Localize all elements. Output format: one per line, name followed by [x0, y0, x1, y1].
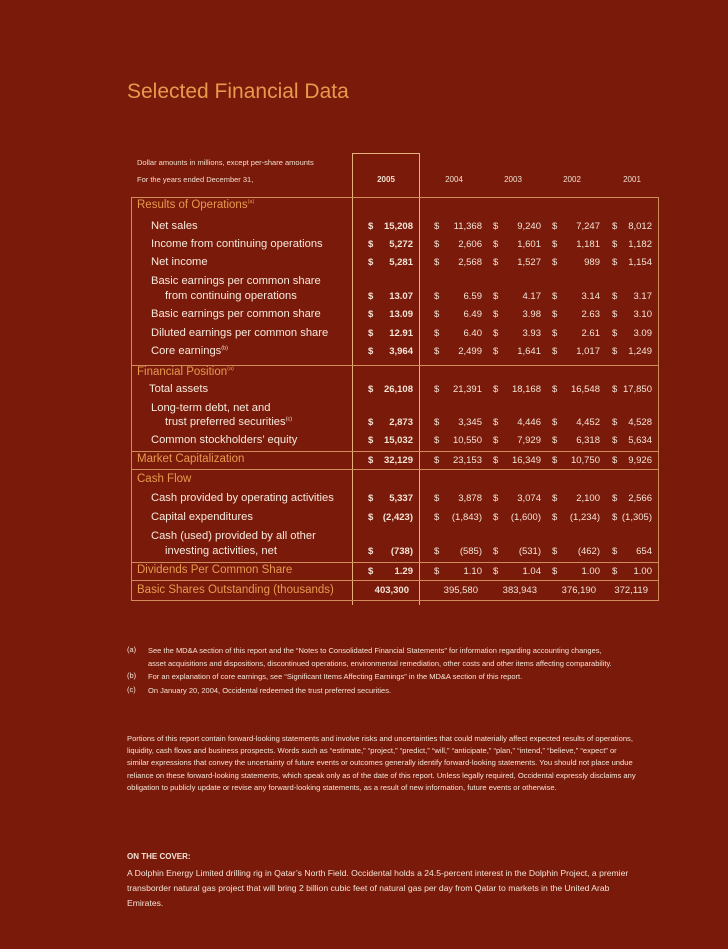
dollar-sign: $ [612, 512, 618, 523]
dollar-sign: $ [552, 546, 558, 557]
cell-value: 2,100 [576, 493, 600, 504]
cell-value: 4,528 [628, 417, 652, 428]
cell-net-income-2003 [493, 257, 541, 271]
dollar-sign: $ [552, 417, 558, 428]
cell-core-earnings-2005 [368, 346, 413, 360]
cell-value: 13.07 [389, 291, 413, 302]
row-label-cash-ops: Cash provided by operating activities [151, 492, 334, 504]
cell-basic-eps-cont-2002 [552, 291, 600, 305]
cell-value: 1.04 [522, 566, 541, 577]
cover-description: A Dolphin Energy Limited drilling rig in Qatar’s North Field. Occidental holds a 24.5-percent interest in the Dolphin Project, a premier transborder natural gas project that will bring 2 billion cubic feet of natural gas per day from Qatar to markets in the United Arab Emirates. [127, 868, 629, 908]
row-label-core-earnings: Core earnings$^{(b)}$ [151, 345, 229, 357]
cell-net-sales-2004 [434, 221, 482, 235]
dollar-sign: $ [368, 328, 374, 339]
dollar-sign: $ [434, 455, 440, 466]
row-label-cash-inv-1: Cash (used) provided by all other [151, 530, 316, 542]
cell-equity-2001 [612, 435, 652, 449]
dollar-sign: $ [552, 346, 558, 357]
cell-value: 13.09 [389, 309, 413, 320]
col-2002: 2002 [563, 175, 581, 184]
dollar-sign: $ [368, 512, 374, 523]
cell-value: 10,750 [570, 455, 600, 466]
row-label-cash-inv-2: investing activities, net [165, 545, 277, 557]
cell-value: 18,168 [511, 384, 541, 395]
cell-value: 5,634 [628, 435, 652, 446]
cell-net-sales-2001 [612, 221, 652, 235]
dollar-sign: $ [612, 346, 618, 357]
section-shares: Basic Shares Outstanding (thousands) [137, 584, 334, 596]
dollar-sign: $ [434, 291, 440, 302]
dollar-sign: $ [552, 328, 558, 339]
cell-cash-ops-2005 [368, 493, 413, 507]
cell-value: 1,154 [628, 257, 652, 268]
cell-diluted-eps-2005 [368, 328, 413, 342]
cell-value: 2,499 [458, 346, 482, 357]
cell-income-cont-2002 [552, 239, 600, 253]
dollar-sign: $ [434, 435, 440, 446]
dollar-sign: $ [612, 221, 618, 232]
cell-value: 2,873 [389, 417, 413, 428]
cell-value: 2.63 [581, 309, 600, 320]
dollar-sign: $ [368, 455, 374, 466]
cell-value: 23,153 [452, 455, 482, 466]
dollar-sign: $ [612, 291, 618, 302]
cell-capex-2002 [552, 512, 600, 526]
cell-value: 654 [636, 546, 652, 557]
cell-value: 10,550 [452, 435, 482, 446]
cell-shares-2001 [612, 585, 652, 599]
cell-value: 3.17 [633, 291, 652, 302]
dollar-sign: $ [493, 566, 499, 577]
row-label-diluted-eps: Diluted earnings per common share [151, 327, 329, 339]
dollar-sign: $ [368, 291, 374, 302]
cell-cash-inv-2002 [552, 546, 600, 560]
dollar-sign: $ [552, 512, 558, 523]
dollar-sign: $ [493, 309, 499, 320]
cell-ltd-2002 [552, 417, 600, 431]
units-note: Dollar amounts in millions, except per-share amounts [137, 158, 314, 167]
cell-value: 7,247 [576, 221, 600, 232]
cell-income-cont-2004 [434, 239, 482, 253]
dollar-sign: $ [434, 346, 440, 357]
dollar-sign: $ [552, 566, 558, 577]
cell-value: 15,208 [383, 221, 413, 232]
page-title: Selected Financial Data [127, 80, 349, 103]
cell-value: (462) [577, 546, 600, 557]
col-2004: 2004 [445, 175, 463, 184]
row-label-ltd-1: Long-term debt, net and [151, 402, 271, 414]
row-label-capex: Capital expenditures [151, 511, 253, 523]
cell-value: 3.98 [522, 309, 541, 320]
cell-value: (2,423) [382, 512, 413, 523]
dollar-sign: $ [552, 221, 558, 232]
cell-value: 3.09 [633, 328, 652, 339]
dollar-sign: $ [552, 309, 558, 320]
cell-value: 1.29 [394, 566, 413, 577]
dollar-sign: $ [612, 384, 618, 395]
cell-value: 5,272 [389, 239, 413, 250]
dollar-sign: $ [368, 384, 374, 395]
row-label-net-income: Net income [151, 256, 208, 268]
cell-value: 1.10 [463, 566, 482, 577]
cell-basic-eps-2001 [612, 309, 652, 323]
dollar-sign: $ [368, 309, 374, 320]
col-2005: 2005 [377, 175, 395, 184]
row-label-basic-eps: Basic earnings per common share [151, 308, 321, 320]
cell-shares-2004 [434, 585, 482, 599]
cell-value: (738) [390, 546, 413, 557]
dollar-sign: $ [434, 239, 440, 250]
cell-core-earnings-2001 [612, 346, 652, 360]
cell-value: 7,929 [517, 435, 541, 446]
dollar-sign: $ [493, 417, 499, 428]
cell-value: 9,926 [628, 455, 652, 466]
dollar-sign: $ [368, 257, 374, 268]
dollar-sign: $ [552, 455, 558, 466]
dollar-sign: $ [612, 239, 618, 250]
cell-total-assets-2003 [493, 384, 541, 398]
cell-value: 1.00 [633, 566, 652, 577]
dollar-sign: $ [434, 546, 440, 557]
dollar-sign: $ [612, 566, 618, 577]
section-financial: Financial Position$^{(a)}$ [137, 366, 234, 378]
dollar-sign: $ [612, 455, 618, 466]
cell-market-cap-2003 [493, 455, 541, 469]
cell-market-cap-2001 [612, 455, 652, 469]
cell-value: 2,566 [628, 493, 652, 504]
cell-value: 6.49 [463, 309, 482, 320]
cell-value: 6.40 [463, 328, 482, 339]
dollar-sign: $ [612, 546, 618, 557]
cell-net-income-2002 [552, 257, 600, 271]
dollar-sign: $ [434, 566, 440, 577]
cell-value: 3,964 [389, 346, 413, 357]
cell-market-cap-2002 [552, 455, 600, 469]
row-label-basic-eps-cont-1: Basic earnings per common share [151, 275, 321, 287]
cell-value: 12.91 [389, 328, 413, 339]
cell-dividends-2002 [552, 566, 600, 580]
cell-value: 1,601 [517, 239, 541, 250]
dollar-sign: $ [434, 309, 440, 320]
cell-value: 2,606 [458, 239, 482, 250]
cell-value: 15,032 [383, 435, 413, 446]
cell-basic-eps-cont-2001 [612, 291, 652, 305]
dollar-sign: $ [368, 566, 374, 577]
dollar-sign: $ [493, 239, 499, 250]
cell-shares-2005 [368, 585, 413, 599]
cell-value: 11,368 [453, 221, 482, 232]
section-dividends: Dividends Per Common Share [137, 564, 293, 576]
dollar-sign: $ [434, 512, 440, 523]
cell-cash-ops-2001 [612, 493, 652, 507]
dollar-sign: $ [434, 328, 440, 339]
cell-ltd-2003 [493, 417, 541, 431]
dollar-sign: $ [493, 221, 499, 232]
col-2003: 2003 [504, 175, 522, 184]
cell-value: 5,281 [389, 257, 413, 268]
cell-value: 1,641 [517, 346, 541, 357]
cell-market-cap-2005 [368, 455, 413, 469]
dollar-sign: $ [368, 417, 374, 428]
cell-net-sales-2005 [368, 221, 413, 235]
cell-value: 32,129 [383, 455, 413, 466]
cell-income-cont-2003 [493, 239, 541, 253]
cell-value: 26,108 [383, 384, 413, 395]
dollar-sign: $ [368, 546, 374, 557]
cell-value: 395,580 [443, 585, 478, 596]
cell-income-cont-2001 [612, 239, 652, 253]
cell-diluted-eps-2003 [493, 328, 541, 342]
cell-net-sales-2003 [493, 221, 541, 235]
years-note: For the years ended December 31, [137, 175, 254, 184]
cell-value: 3,345 [458, 417, 482, 428]
dollar-sign: $ [493, 546, 499, 557]
dollar-sign: $ [612, 435, 618, 446]
cell-value: 403,300 [374, 585, 409, 596]
dollar-sign: $ [368, 239, 374, 250]
section-results: Results of Operations$^{(a)}$ [137, 199, 255, 211]
cell-value: 376,190 [561, 585, 596, 596]
dollar-sign: $ [434, 257, 440, 268]
note-a-line2: asset acquisitions and dispositions, discontinued operations, environmental remediation, other costs and other items affecting comparability. [148, 659, 612, 668]
row-label-total-assets: Total assets [149, 383, 209, 395]
section-cash-flow: Cash Flow [137, 473, 192, 485]
cell-cash-inv-2005 [368, 546, 413, 560]
cell-equity-2004 [434, 435, 482, 449]
cell-value: 17,850 [622, 384, 652, 395]
row-label-net-sales: Net sales [151, 220, 198, 232]
cell-value: 4,446 [517, 417, 541, 428]
cell-equity-2002 [552, 435, 600, 449]
cell-diluted-eps-2004 [434, 328, 482, 342]
cell-value: 4,452 [576, 417, 600, 428]
cell-cash-inv-2003 [493, 546, 541, 560]
cell-ltd-2005 [368, 417, 413, 431]
cell-core-earnings-2003 [493, 346, 541, 360]
cell-cash-inv-2004 [434, 546, 482, 560]
row-label-income-cont: Income from continuing operations [151, 238, 323, 250]
note-a-key: (a) [127, 645, 137, 654]
section-market-cap: Market Capitalization [137, 453, 245, 465]
cell-basic-eps-2004 [434, 309, 482, 323]
cell-total-assets-2004 [434, 384, 482, 398]
cell-capex-2004 [434, 512, 482, 526]
cell-cash-ops-2004 [434, 493, 482, 507]
cell-basic-eps-2003 [493, 309, 541, 323]
dollar-sign: $ [368, 346, 374, 357]
cell-diluted-eps-2002 [552, 328, 600, 342]
cell-value: 6.59 [463, 291, 482, 302]
row-label-equity: Common stockholders’ equity [151, 434, 298, 446]
cell-value: 1,527 [517, 257, 541, 268]
cell-diluted-eps-2001 [612, 328, 652, 342]
cell-net-income-2001 [612, 257, 652, 271]
cell-value: 3.14 [581, 291, 600, 302]
cell-equity-2005 [368, 435, 413, 449]
col-2001: 2001 [623, 175, 641, 184]
cell-cash-ops-2002 [552, 493, 600, 507]
cell-value: 21,391 [452, 384, 482, 395]
cell-value: 3,074 [517, 493, 541, 504]
cell-ltd-2001 [612, 417, 652, 431]
cell-value: 8,012 [628, 221, 652, 232]
note-c-text: On January 20, 2004, Occidental redeemed the trust preferred securities. [148, 686, 392, 695]
cell-dividends-2004 [434, 566, 482, 580]
cell-value: 4.17 [522, 291, 541, 302]
cell-value: (1,305) [621, 512, 652, 523]
cell-dividends-2001 [612, 566, 652, 580]
cell-ltd-2004 [434, 417, 482, 431]
cell-value: 16,548 [570, 384, 600, 395]
cell-dividends-2005 [368, 566, 413, 580]
cell-value: 9,240 [517, 221, 541, 232]
dollar-sign: $ [493, 328, 499, 339]
cell-value: 1,182 [628, 239, 652, 250]
cell-shares-2003 [493, 585, 541, 599]
cell-basic-eps-2002 [552, 309, 600, 323]
cell-net-sales-2002 [552, 221, 600, 235]
dollar-sign: $ [493, 346, 499, 357]
cell-capex-2005 [368, 512, 413, 526]
cell-value: (1,600) [510, 512, 541, 523]
cell-cash-inv-2001 [612, 546, 652, 560]
cell-value: 3.10 [633, 309, 652, 320]
forward-looking-statement: Portions of this report contain forward-looking statements and involve risks and uncertainties that could materially affect expected results of operations, liquidity, cash flows and business prospects. Words such as “estimate,” “project,” “predict,” “will,” “anticipate,” “plan,” “intend,” “believe,” “expect” or similar expressions that convey the uncertainty of future events or outcomes generally identify forward-looking statements. You should not place undue reliance on these forward-looking statements, which speak only as of the date of this report. Unless legally required, Occidental expressly disclaims any obligation to publicly update or revise any forward-looking statements, as a result of new information, future events or otherwise. [127, 734, 636, 792]
cell-value: 3.93 [522, 328, 541, 339]
dollar-sign: $ [434, 384, 440, 395]
dollar-sign: $ [552, 435, 558, 446]
cell-core-earnings-2004 [434, 346, 482, 360]
dollar-sign: $ [493, 512, 499, 523]
cell-value: (531) [518, 546, 541, 557]
cell-value: 1,249 [628, 346, 652, 357]
note-c-key: (c) [127, 685, 136, 694]
cell-capex-2003 [493, 512, 541, 526]
dollar-sign: $ [493, 455, 499, 466]
dollar-sign: $ [493, 257, 499, 268]
cell-basic-eps-cont-2005 [368, 291, 413, 305]
cell-core-earnings-2002 [552, 346, 600, 360]
cell-value: 1,017 [576, 346, 600, 357]
cell-basic-eps-cont-2004 [434, 291, 482, 305]
cell-cash-ops-2003 [493, 493, 541, 507]
cell-basic-eps-cont-2003 [493, 291, 541, 305]
cell-market-cap-2004 [434, 455, 482, 469]
note-b-key: (b) [127, 671, 137, 680]
cell-net-income-2005 [368, 257, 413, 271]
dollar-sign: $ [552, 257, 558, 268]
dollar-sign: $ [552, 239, 558, 250]
cell-value: 372,119 [614, 585, 648, 596]
cell-total-assets-2001 [612, 384, 652, 398]
dollar-sign: $ [612, 417, 618, 428]
dollar-sign: $ [612, 309, 618, 320]
cell-value: 6,318 [576, 435, 600, 446]
cell-value: 383,943 [502, 585, 537, 596]
cell-dividends-2003 [493, 566, 541, 580]
cell-income-cont-2005 [368, 239, 413, 253]
cell-value: (1,234) [569, 512, 600, 523]
cell-value: (585) [459, 546, 482, 557]
cell-capex-2001 [612, 512, 652, 526]
cell-total-assets-2005 [368, 384, 413, 398]
cell-basic-eps-2005 [368, 309, 413, 323]
cell-value: 16,349 [511, 455, 541, 466]
dollar-sign: $ [612, 328, 618, 339]
dollar-sign: $ [434, 417, 440, 428]
dollar-sign: $ [368, 493, 374, 504]
dollar-sign: $ [493, 435, 499, 446]
cell-equity-2003 [493, 435, 541, 449]
dollar-sign: $ [612, 493, 618, 504]
dollar-sign: $ [552, 291, 558, 302]
cell-value: 989 [584, 257, 600, 268]
dollar-sign: $ [434, 493, 440, 504]
dollar-sign: $ [368, 221, 374, 232]
dollar-sign: $ [493, 291, 499, 302]
dollar-sign: $ [552, 384, 558, 395]
dollar-sign: $ [493, 384, 499, 395]
cell-value: 1.00 [581, 566, 600, 577]
cell-net-income-2004 [434, 257, 482, 271]
dollar-sign: $ [434, 221, 440, 232]
row-label-ltd-2: trust preferred securities$^{(c)}$ [165, 416, 293, 428]
cell-value: 1,181 [576, 239, 600, 250]
dollar-sign: $ [368, 435, 374, 446]
cover-heading: ON THE COVER: [127, 852, 191, 861]
cell-value: 3,878 [458, 493, 482, 504]
dollar-sign: $ [612, 257, 618, 268]
note-b-text: For an explanation of core earnings, see “Significant Items Affecting Earnings” in the MD&A section of this report. [148, 672, 523, 681]
cell-value: 2.61 [581, 328, 600, 339]
cell-shares-2002 [552, 585, 600, 599]
dollar-sign: $ [552, 493, 558, 504]
dollar-sign: $ [493, 493, 499, 504]
row-label-basic-eps-cont-2: from continuing operations [165, 290, 297, 302]
cell-total-assets-2002 [552, 384, 600, 398]
cell-value: (1,843) [451, 512, 482, 523]
note-a-line1: See the MD&A section of this report and the “Notes to Consolidated Financial Statements” for information regarding accounting changes, [148, 646, 602, 655]
cell-value: 5,337 [389, 493, 413, 504]
cell-value: 2,568 [458, 257, 482, 268]
